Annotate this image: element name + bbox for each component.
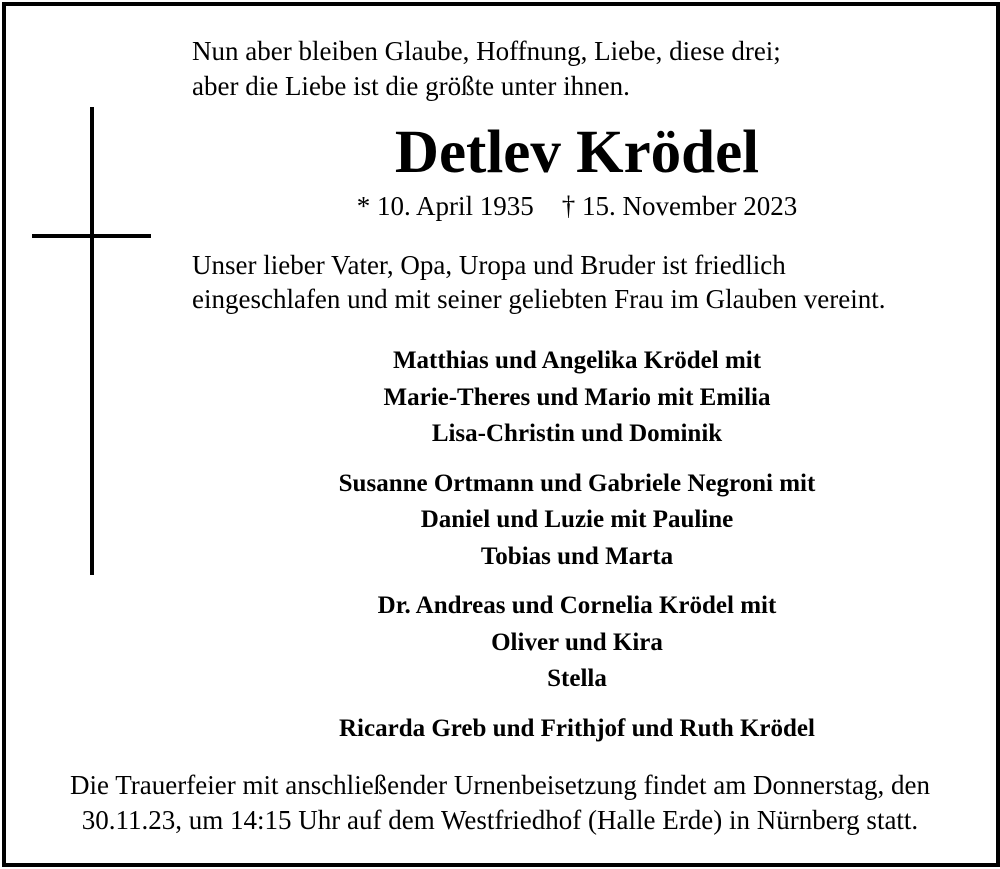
mourner-line: Ricarda Greb und Frithjof und Ruth Krödel [339,714,815,742]
mourner-group [192,588,962,698]
mourner-line: Lisa-Christin und Dominik [431,420,723,447]
service-line: 30.11.23, um 14:15 Uhr auf dem Westfriedhof (Halle Erde) in Nürnberg statt. [81,805,919,835]
verse-line: aber die Liebe ist die größte unter ihnen. [192,71,630,101]
announcement-line: Unser lieber Vater, Opa, Uropa und Bruder ist friedlich [192,250,786,280]
mourners-list [192,343,962,760]
mourner-line: Oliver und Kira [491,628,663,656]
announcement-text [192,248,886,316]
mourner-line: Stella [547,665,607,692]
mourner-line: Dr. Andreas und Cornelia Krödel mit [377,592,777,619]
mourner-group [192,711,962,748]
mourner-line: Tobias und Marta [480,542,674,570]
bible-verse [192,34,781,104]
death-date: † 15. November 2023 [561,191,798,221]
mourner-line: Susanne Ortmann und Gabriele Negroni mit [338,469,816,497]
service-line: Die Trauerfeier mit anschließender Urnenbeisetzung findet am Donnerstag, den [70,770,930,800]
verse-line: Nun aber bleiben Glaube, Hoffnung, Liebe, diese drei; [192,36,781,66]
funeral-service-info [0,768,1000,838]
mourner-group [192,466,962,576]
mourner-line: Marie-Theres und Mario mit Emilia [383,383,771,411]
birth-date: * 10. April 1935 [356,191,534,221]
life-dates [192,189,962,223]
announcement-line: eingeschlafen und mit seiner geliebten Frau im Glauben vereint. [192,284,886,314]
mourner-group [192,343,962,453]
mourner-line: Matthias und Angelika Krödel mit [392,347,762,374]
mourner-line: Daniel und Luzie mit Pauline [420,506,734,533]
deceased-name: Detlev Krödel [394,119,760,186]
